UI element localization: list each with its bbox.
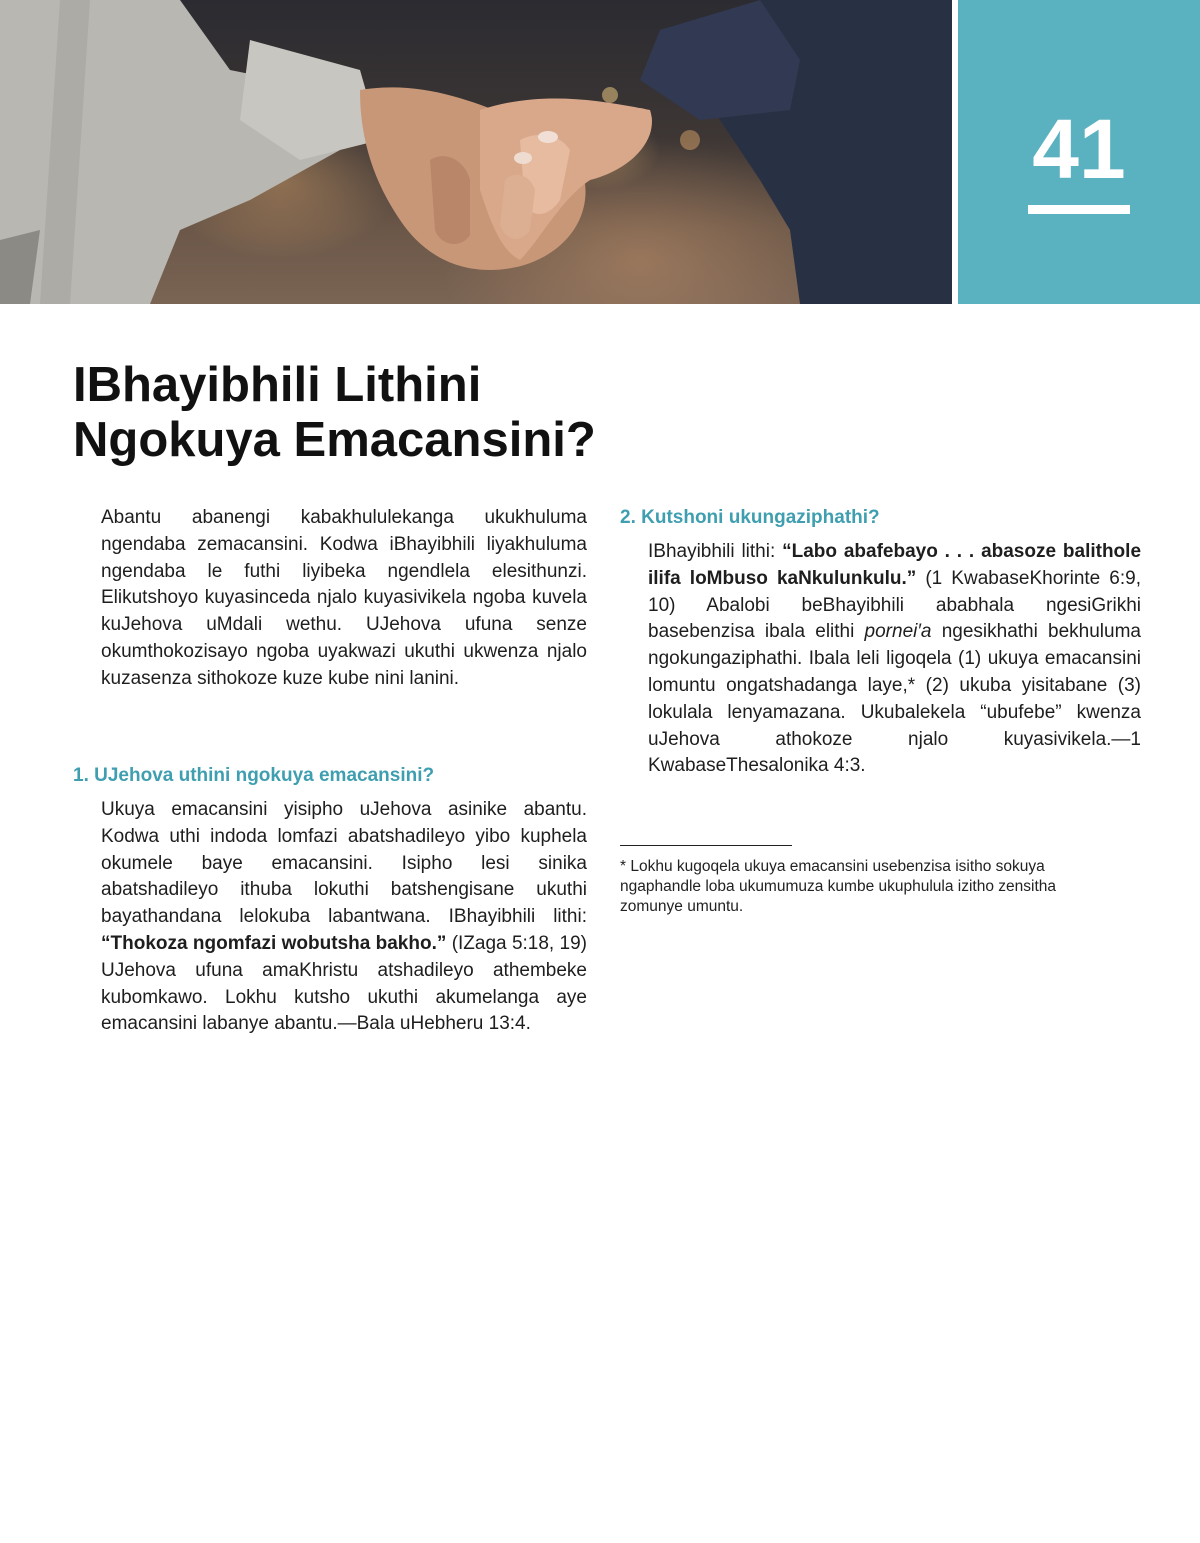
section-2-quote: “Labo abafebayo . . . abasoze balithole ilifa loMbuso kaNkulunkulu.” — [648, 541, 1142, 589]
section-2-text-b: (1 KwabaseKhorinte 6:9, 10) Abalobi beBhayibhili ababhala ngesiGrikhi basebenzisa ibala elithi — [648, 567, 1141, 643]
hands-illustration — [0, 0, 952, 304]
chapter-badge — [958, 0, 1200, 304]
question-2-heading: 2. Kutshoni ukungaziphathi? — [620, 507, 880, 528]
section-2-text-c: ngesikhathi bekhuluma ngokungaziphathi. Ibala leli ligoqela (1) ukuya emacansini lomuntu ongatshadanga laye,* (2) ukuba yisitabane (3) lokulala lenyamazana. Ukubalekela “ubufebe” kwenza uJehova athokoze njalo kuyasivikela.—1 KwabaseThesalonika 4:3. — [648, 621, 1141, 777]
section-1-text-a: Ukuya emacansini yisipho uJehova asinike abantu. Kodwa uthi indoda lomfazi abatshadileyo yibo kuphela okumele baye emacansini. Isipho lesi sinika abatshadileyo ithuba lokuthi batshengisane ukuthi bayathandana lelokuba labantwana. IBhayibhili lithi: — [101, 799, 587, 928]
footnote-divider — [620, 845, 792, 846]
header-photo — [0, 0, 952, 304]
question-1-heading: 1. UJehova uthini ngokuya emacansini? — [73, 765, 435, 786]
section-1-quote: “Thokoza ngomfazi wobutsha bakho.” — [101, 932, 447, 954]
intro-paragraph: Abantu abanengi kabakhululekanga ukukhuluma ngendaba zemacansini. Kodwa iBhayibhili liyakhuluma ngendaba le futhi liyibeka ngendlela elesithunzi. Elikutshoyo kuyasinceda njalo kuyasivikela ngoba kuvela kuJehova uMdali wethu. UJehova ufuna senze okumthokozisayo ngoba uyakwazi ukuthi ukwenza njalo kuzasenza sithokoze kuze kube nini lanini. — [101, 507, 587, 689]
section-1-text-b: (IZaga 5:18, 19) UJehova ufuna amaKhristu atshadileyo athembeke kubomkawo. Lokhu kutsho ukuthi akumelanga aye emacansini labanye abantu.—Bala uHebheru 13:4. — [101, 932, 587, 1035]
title-line-2: Ngokuya Emacansini? — [73, 413, 596, 467]
section-2-text-a: IBhayibhili lithi: — [648, 541, 783, 562]
page-title — [73, 358, 773, 468]
greek-word: pornei′a — [864, 621, 932, 643]
section-2-paragraph — [620, 539, 1141, 780]
section-1-paragraph — [73, 797, 587, 1038]
title-line-1: IBhayibhili Lithini — [73, 358, 482, 412]
footnote: * Lokhu kugoqela ukuya emacansini usebenzisa isitho sokuya ngaphandle loba ukumumuza kumbe ukuphulula izitho zensitha zomunye umuntu. — [620, 858, 1057, 915]
chapter-underline — [1028, 205, 1130, 214]
chapter-number: 41 — [1032, 102, 1126, 196]
